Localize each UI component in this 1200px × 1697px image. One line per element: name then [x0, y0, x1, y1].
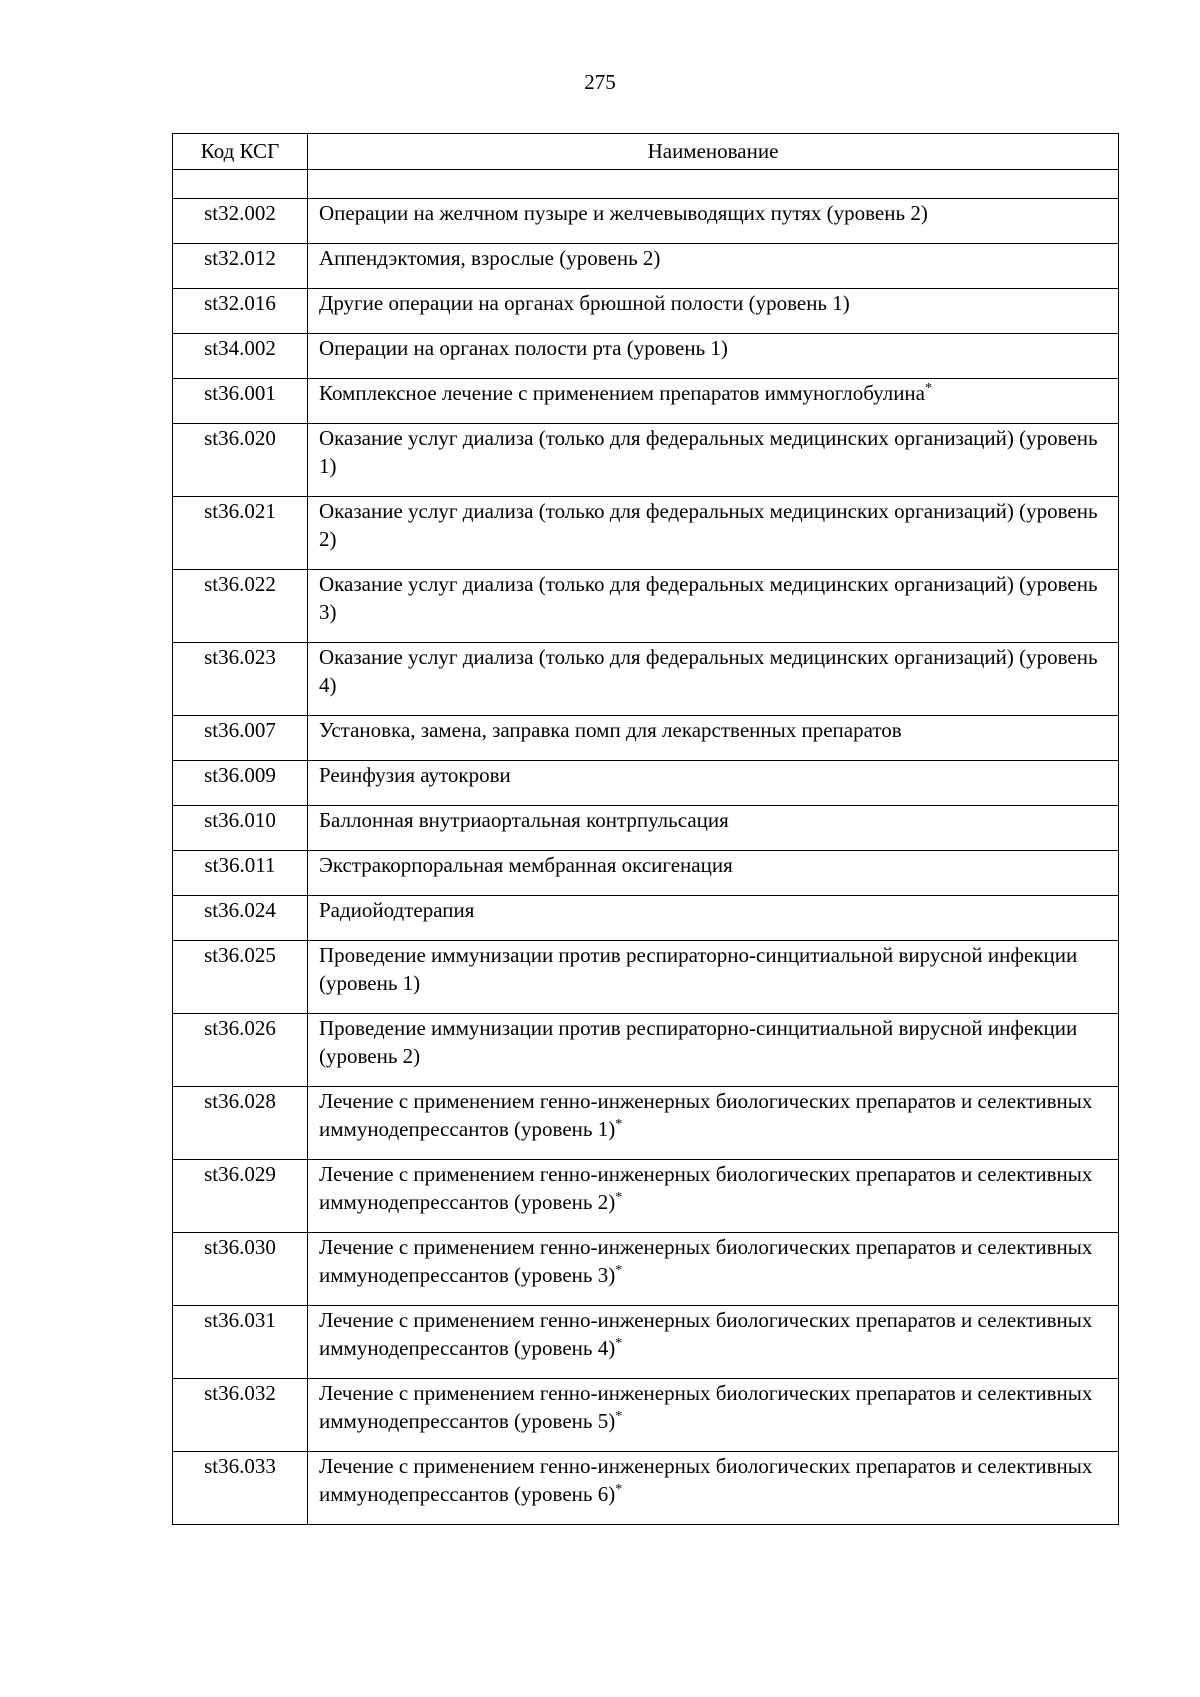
ksg-code-cell: st36.029	[173, 1160, 308, 1233]
table-row	[173, 570, 1119, 643]
table-row	[173, 1014, 1119, 1087]
table-row	[173, 851, 1119, 896]
ksg-name-cell	[308, 1306, 1119, 1379]
table-row	[173, 896, 1119, 941]
ksg-code-cell: st36.011	[173, 851, 308, 896]
table-row	[173, 761, 1119, 806]
footnote-marker: *	[615, 1190, 623, 1205]
ksg-name-cell	[308, 244, 1119, 289]
table-header-row	[173, 134, 1119, 170]
ksg-name-text: Проведение иммунизации против респираторно-синцитиальной вирусной инфекции (уровень 1)	[319, 943, 1078, 995]
ksg-name-cell	[308, 851, 1119, 896]
ksg-code-cell: st36.031	[173, 1306, 308, 1379]
table-body	[173, 170, 1119, 1525]
footnote-marker: *	[615, 1409, 623, 1424]
footnote-marker: *	[925, 381, 932, 396]
ksg-name-text: Лечение с применением генно-инженерных биологических препаратов и селективных иммунодепрессантов (уровень 4)	[319, 1308, 1093, 1360]
footnote-marker: *	[615, 1336, 623, 1351]
ksg-name-cell	[308, 716, 1119, 761]
footnote-marker: *	[615, 1482, 623, 1497]
table-row	[173, 643, 1119, 716]
table-row	[173, 379, 1119, 424]
table-row	[173, 1087, 1119, 1160]
ksg-name-cell	[308, 497, 1119, 570]
ksg-name-cell	[308, 643, 1119, 716]
ksg-name-text: Лечение с применением генно-инженерных биологических препаратов и селективных иммунодепрессантов (уровень 2)	[319, 1162, 1093, 1214]
ksg-name-cell	[308, 379, 1119, 424]
ksg-name-text: Лечение с применением генно-инженерных биологических препаратов и селективных иммунодепрессантов (уровень 1)	[319, 1089, 1093, 1141]
ksg-name-cell	[308, 761, 1119, 806]
ksg-name-text: Лечение с применением генно-инженерных биологических препаратов и селективных иммунодепрессантов (уровень 3)	[319, 1235, 1093, 1287]
ksg-name-text: Баллонная внутриаортальная контрпульсация	[319, 808, 729, 832]
ksg-name-cell	[308, 1087, 1119, 1160]
ksg-code-cell: st36.028	[173, 1087, 308, 1160]
ksg-name-cell	[308, 1233, 1119, 1306]
table-row	[173, 289, 1119, 334]
table-row	[173, 199, 1119, 244]
ksg-name-text: Лечение с применением генно-инженерных биологических препаратов и селективных иммунодепрессантов (уровень 6)	[319, 1454, 1093, 1506]
ksg-table-container	[172, 133, 1118, 1525]
ksg-name-text: Установка, замена, заправка помп для лекарственных препаратов	[319, 718, 902, 742]
ksg-name-cell	[308, 1160, 1119, 1233]
ksg-code-cell: st36.020	[173, 424, 308, 497]
page-number: 275	[584, 70, 616, 94]
ksg-name-cell	[308, 1014, 1119, 1087]
ksg-name-cell	[308, 570, 1119, 643]
ksg-name-cell	[308, 1452, 1119, 1525]
ksg-name-text: Оказание услуг диализа (только для федеральных медицинских организаций) (уровень 3)	[319, 572, 1098, 624]
table-row	[173, 1452, 1119, 1525]
ksg-name-cell	[308, 941, 1119, 1014]
ksg-name-cell	[308, 199, 1119, 244]
ksg-code-cell: st36.023	[173, 643, 308, 716]
ksg-code-cell: st36.030	[173, 1233, 308, 1306]
ksg-name-text: Радиойодтерапия	[319, 898, 475, 922]
table-row	[173, 1233, 1119, 1306]
ksg-code-cell: st36.021	[173, 497, 308, 570]
table-row	[173, 424, 1119, 497]
ksg-name-text: Проведение иммунизации против респираторно-синцитиальной вирусной инфекции (уровень 2)	[319, 1016, 1078, 1068]
table-row	[173, 244, 1119, 289]
ksg-name-cell	[308, 1379, 1119, 1452]
ksg-name-text: Операции на желчном пузыре и желчевыводящих путях (уровень 2)	[319, 201, 928, 225]
ksg-name-text: Оказание услуг диализа (только для федеральных медицинских организаций) (уровень 2)	[319, 499, 1098, 551]
table-row	[173, 497, 1119, 570]
ksg-code-cell: st36.001	[173, 379, 308, 424]
table-row	[173, 806, 1119, 851]
ksg-code-cell: st36.007	[173, 716, 308, 761]
ksg-name-text: Оказание услуг диализа (только для федеральных медицинских организаций) (уровень 4)	[319, 645, 1098, 697]
ksg-code-cell: st36.026	[173, 1014, 308, 1087]
empty-cell-name	[308, 170, 1119, 199]
footnote-marker: *	[615, 1263, 623, 1278]
ksg-name-cell	[308, 334, 1119, 379]
ksg-table	[172, 133, 1119, 1525]
ksg-code-cell: st36.024	[173, 896, 308, 941]
ksg-name-cell	[308, 289, 1119, 334]
ksg-name-text: Оказание услуг диализа (только для федеральных медицинских организаций) (уровень 1)	[319, 426, 1098, 478]
ksg-code-cell: st34.002	[173, 334, 308, 379]
ksg-name-cell	[308, 806, 1119, 851]
table-row	[173, 1160, 1119, 1233]
ksg-name-text: Аппендэктомия, взрослые (уровень 2)	[319, 246, 661, 270]
ksg-name-cell	[308, 424, 1119, 497]
ksg-name-text: Операции на органах полости рта (уровень 1)	[319, 336, 728, 360]
ksg-name-cell	[308, 896, 1119, 941]
table-row	[173, 941, 1119, 1014]
ksg-code-cell: st36.009	[173, 761, 308, 806]
header-name: Наименование	[308, 134, 1119, 170]
footnote-marker: *	[615, 1117, 623, 1132]
ksg-code-cell: st36.022	[173, 570, 308, 643]
empty-spacer-row	[173, 170, 1119, 199]
ksg-name-text: Экстракорпоральная мембранная оксигенация	[319, 853, 733, 877]
table-row	[173, 1306, 1119, 1379]
ksg-code-cell: st36.025	[173, 941, 308, 1014]
header-code: Код КСГ	[173, 134, 308, 170]
ksg-name-text: Комплексное лечение с применением препаратов иммуноглобулина	[319, 381, 925, 405]
table-row	[173, 716, 1119, 761]
ksg-code-cell: st32.016	[173, 289, 308, 334]
ksg-code-cell: st32.012	[173, 244, 308, 289]
table-row	[173, 334, 1119, 379]
ksg-code-cell: st36.032	[173, 1379, 308, 1452]
ksg-name-text: Реинфузия аутокрови	[319, 763, 511, 787]
ksg-code-cell: st32.002	[173, 199, 308, 244]
ksg-name-text: Лечение с применением генно-инженерных биологических препаратов и селективных иммунодепрессантов (уровень 5)	[319, 1381, 1093, 1433]
ksg-code-cell: st36.033	[173, 1452, 308, 1525]
ksg-code-cell: st36.010	[173, 806, 308, 851]
table-row	[173, 1379, 1119, 1452]
empty-cell-code	[173, 170, 308, 199]
ksg-name-text: Другие операции на органах брюшной полости (уровень 1)	[319, 291, 850, 315]
